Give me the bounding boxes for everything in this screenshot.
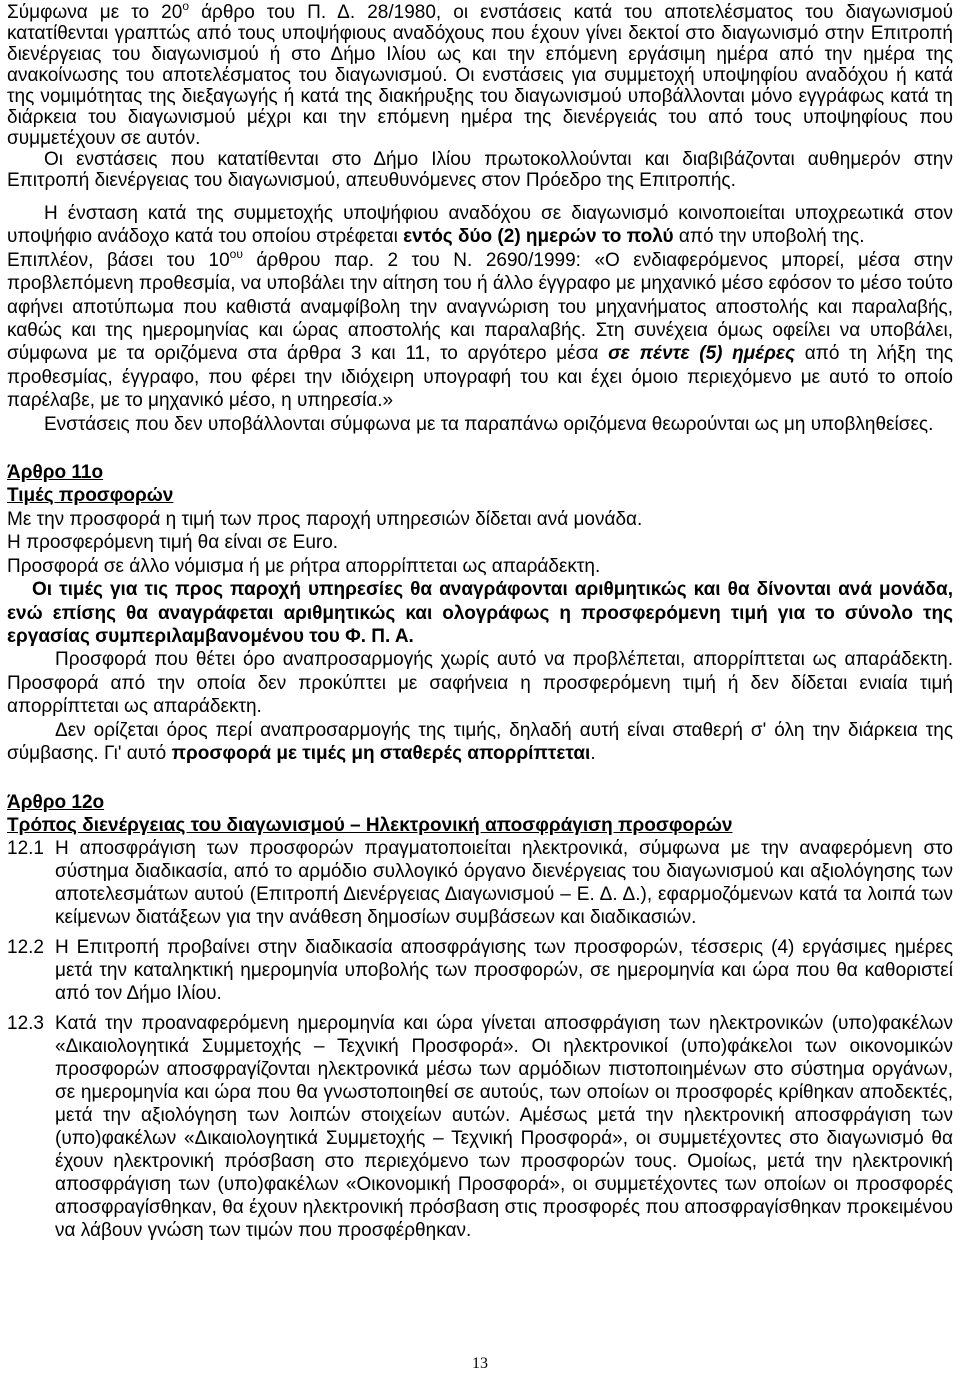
objections-p4-text-c: από τη λήξη της προθεσμίας, έγγραφο, που φέρει την ιδιόχειρη υπογραφή του και έχει όμοιο περιεχόμενο με αυτό το οποίο παρέλαβε, με το μηχανικό μέσο, η υπηρεσία.» [7,343,953,412]
article-12-item-3-number: 12.3 [7,1013,44,1035]
objections-block-rules [7,202,953,436]
article-12-item-3-text: Κατά την προαναφερόμενη ημερομηνία και ώρα γίνεται αποσφράγιση των ηλεκτρονικών (υπο)φακέλων «Δικαιολογητικά Συμμετοχής – Τεχνική Προσφορά». Οι ηλεκτρονικοί (υπο)φάκελοι των οικονομικών προσφορών αποσφραγίζονται ηλεκτρονικά μέσω των αρμόδιων πιστοποιημένων στο σύστημα οργάνων, σε ημερομηνία και ώρα που θα γνωστοποιηθεί σε αυτούς, των οποίων οι προσφορές κρίθηκαν αποδεκτές, μετά την αξιολόγηση των λοιπών στοιχείων αυτών. Αμέσως μετά την ηλεκτρονική αποσφράγιση των (υπο)φακέλων «Δικαιολογητικά Συμμετοχής – Τεχνική Προσφορά», οι συμμετέχοντες στο διαγωνισμό θα έχουν ηλεκτρονική πρόσβαση στο περιεχόμενο των προσφορών τους. Ομοίως, μετά την ηλεκτρονική αποσφράγιση των (υπο)φακέλων «Οικονομική Προσφορά», οι συμμετέχοντες των οποίων οι προσφορές αποσφραγίσθηκαν, θα έχουν ηλεκτρονική πρόσβαση στις προσφορές που αποσφραγίσθηκαν προκειμένου να λάβουν γνώση των τιμών που προσφέρθηκαν. [55,1013,953,1242]
article-12-number: Άρθρο 12ο [7,792,105,814]
article-12-item-1-text: Η αποσφράγιση των προσφορών πραγματοποιείται ηλεκτρονικά, σύμφωνα με την αναφερόμενη στο σύστημα διαδικασία, από το αρμόδιο συλλογικό όργανο διενέργειας του διαγωνισμού και αξιολόγησης των αποτελεσμάτων αυτού (Επιτροπή Διενέργειας Διαγωνισμού – Ε. Δ. Δ.), εφαρμοζόμενων κατά τα λοιπά των κείμενων διατάξεων για την ανάθεση δημοσίων συμβάσεων και διαδικασιών. [55,838,953,929]
article-11-fixed-price-paragraph [7,719,953,766]
objections-p4-bold-deadline: σε πέντε (5) ημέρες [608,343,796,365]
article-11-line-1: Με την προσφορά η τιμή των προς παροχή υπηρεσιών δίδεται ανά μονάδα. [7,508,643,530]
objections-p4-superscript: ου [229,246,243,261]
article-11 [7,461,953,765]
article-11-number: Άρθρο 11ο [7,462,104,484]
article-11-line-2: Η προσφερόμενη τιμή θα είναι σε Euro. [7,532,339,554]
objections-p3-text-a: Η ένσταση κατά της συμμετοχής υποψήφιου αναδόχου σε διαγωνισμό κοινοποιείται υποχρεωτικά στον υποψήφιο ανάδοχο κατά του οποίου στρέφεται [7,203,953,248]
article-11-fixed-text-a: Δεν ορίζεται όρος περί αναπροσαρμογής της τιμής, δηλαδή αυτή είναι σταθερή σ' όλη την διάρκεια της σύμβασης. Γι' αυτό [7,719,953,764]
article-12-item-2 [7,936,953,1005]
objections-paragraph-3 [7,202,953,249]
objections-p4-text-a: Επιπλέον, βάσει του 10 [7,249,230,271]
objections-paragraph-5: Ενστάσεις που δεν υποβάλλονται σύμφωνα με τα παραπάνω οριζόμενα θεωρούνται ως μη υποβληθείσες. [44,413,934,435]
objections-block-intro [7,2,953,191]
article-11-line-3: Προσφορά σε άλλο νόμισμα ή με ρήτρα απορρίπτεται ως απαράδεκτη. [7,555,601,577]
objections-paragraph-2: Οι ενστάσεις που κατατίθενται στο Δήμο Ιλίου πρωτοκολλούνται και διαβιβάζονται αυθημερόν στην Επιτροπή διενέργειας του διαγωνισμού, απευθυνόμενες στον Πρόεδρο της Επιτροπής. [7,149,953,191]
article-11-fixed-bold: προσφορά με τιμές μη σταθερές απορρίπτεται [171,742,591,764]
objections-p4-text-b: άρθρου παρ. 2 του Ν. 2690/1999: «Ο ενδιαφερόμενος μπορεί, μέσα στην προβλεπόμενη προθεσμία, να υποβάλει την αίτηση του ή άλλο έγγραφο με μηχανικό μέσο εφόσον το μέσο τούτο αφήνει αποτύπωμα που καθιστά αναμφίβολη την αναγνώριση του μηχανήματος αποστολής και παραλαβής, καθώς και της ημερομηνίας και ώρας αποστολής και παραλαβής. Στη συνέχεια όμως οφείλει να υποβάλει, σύμφωνα με τα οριζόμενα στα άρθρα 3 και 11, το αργότερο μέσα [7,249,953,365]
page-number: 13 [472,1355,488,1372]
objections-paragraph-4 [7,246,953,413]
article-12-item-2-text: Η Επιτροπή προβαίνει στην διαδικασία αποσφράγισης των προσφορών, τέσσερις (4) εργάσιμες ημέρες μετά την καταληκτική ημερομηνία υποβολής των προσφορών, σε ημερομηνία και ώρα που θα καθοριστεί από τον Δήμο Ιλίου. [55,937,953,1005]
objections-p1-text-b: άρθρο του Π. Δ. 28/1980, οι ενστάσεις κατά του αποτελέσματος του διαγωνισμού κατατίθενται γραπτώς από τους υποψήφιους αναδόχους που έχουν γίνει δεκτοί στο διαγωνισμό στην Επιτροπή διενέργειας του διαγωνισμού ή στο Δήμο Ιλίου ως και την επόμενη εργάσιμη ημέρα από την ημέρα της ανακοίνωσης του αποτελέσματος του διαγωνισμού. Οι ενστάσεις για συμμετοχή υποψηφίου αναδόχου ή κατά της νομιμότητας της διεξαγωγής ή κατά της διακήρυξης του διαγωνισμού υποβάλλονται μόνο εγγράφως κατά τη διάρκεια του διαγωνισμού μέχρι και την επόμενη ημέρα της διενέργειάς του από τους υποψηφίους που συμμετέχουν σε αυτόν. [7,2,954,149]
article-11-title: Τιμές προσφορών [7,485,174,507]
objections-paragraph-1 [7,2,953,149]
objections-p3-bold-deadline: εντός δύο (2) ημερών το πολύ [403,226,674,248]
article-12-item-1 [7,837,953,929]
article-12 [7,791,953,1242]
objections-p1-text-a: Σύμφωνα με το 20 [7,2,183,23]
article-11-rejection-paragraph: Προσφορά που θέτει όρο αναπροσαρμογής χωρίς αυτό να προβλέπεται, απορρίπτεται ως απαράδεκτη. Προσφορά από την οποία δεν προκύπτει με σαφήνεια η προσφερόμενη τιμή ή δεν δίδεται ενιαία τιμή απορρίπτεται ως απαράδεκτη. [7,649,953,718]
article-12-item-1-number: 12.1 [7,838,44,860]
document-page [7,2,953,1242]
article-11-fixed-text-b: . [590,742,596,764]
article-12-title: Τρόπος διενέργειας του διαγωνισμού – Ηλεκτρονική αποσφράγιση προσφορών [7,815,733,837]
article-12-item-2-number: 12.2 [7,937,44,959]
article-12-item-3 [7,1012,953,1242]
objections-p3-text-b: από την υποβολή της. [673,226,865,248]
objections-p1-superscript: ο [182,0,189,13]
article-11-bold-paragraph: Οι τιμές για τις προς παροχή υπηρεσίες θα αναγράφονται αριθμητικώς και θα δίνονται ανά μονάδα, ενώ επίσης θα αναγράφεται αριθμητικώς και ολογράφως η προσφερόμενη τιμή για το σύνολο της εργασίας συμπεριλαμβανομένου του Φ. Π. Α. [7,579,953,647]
